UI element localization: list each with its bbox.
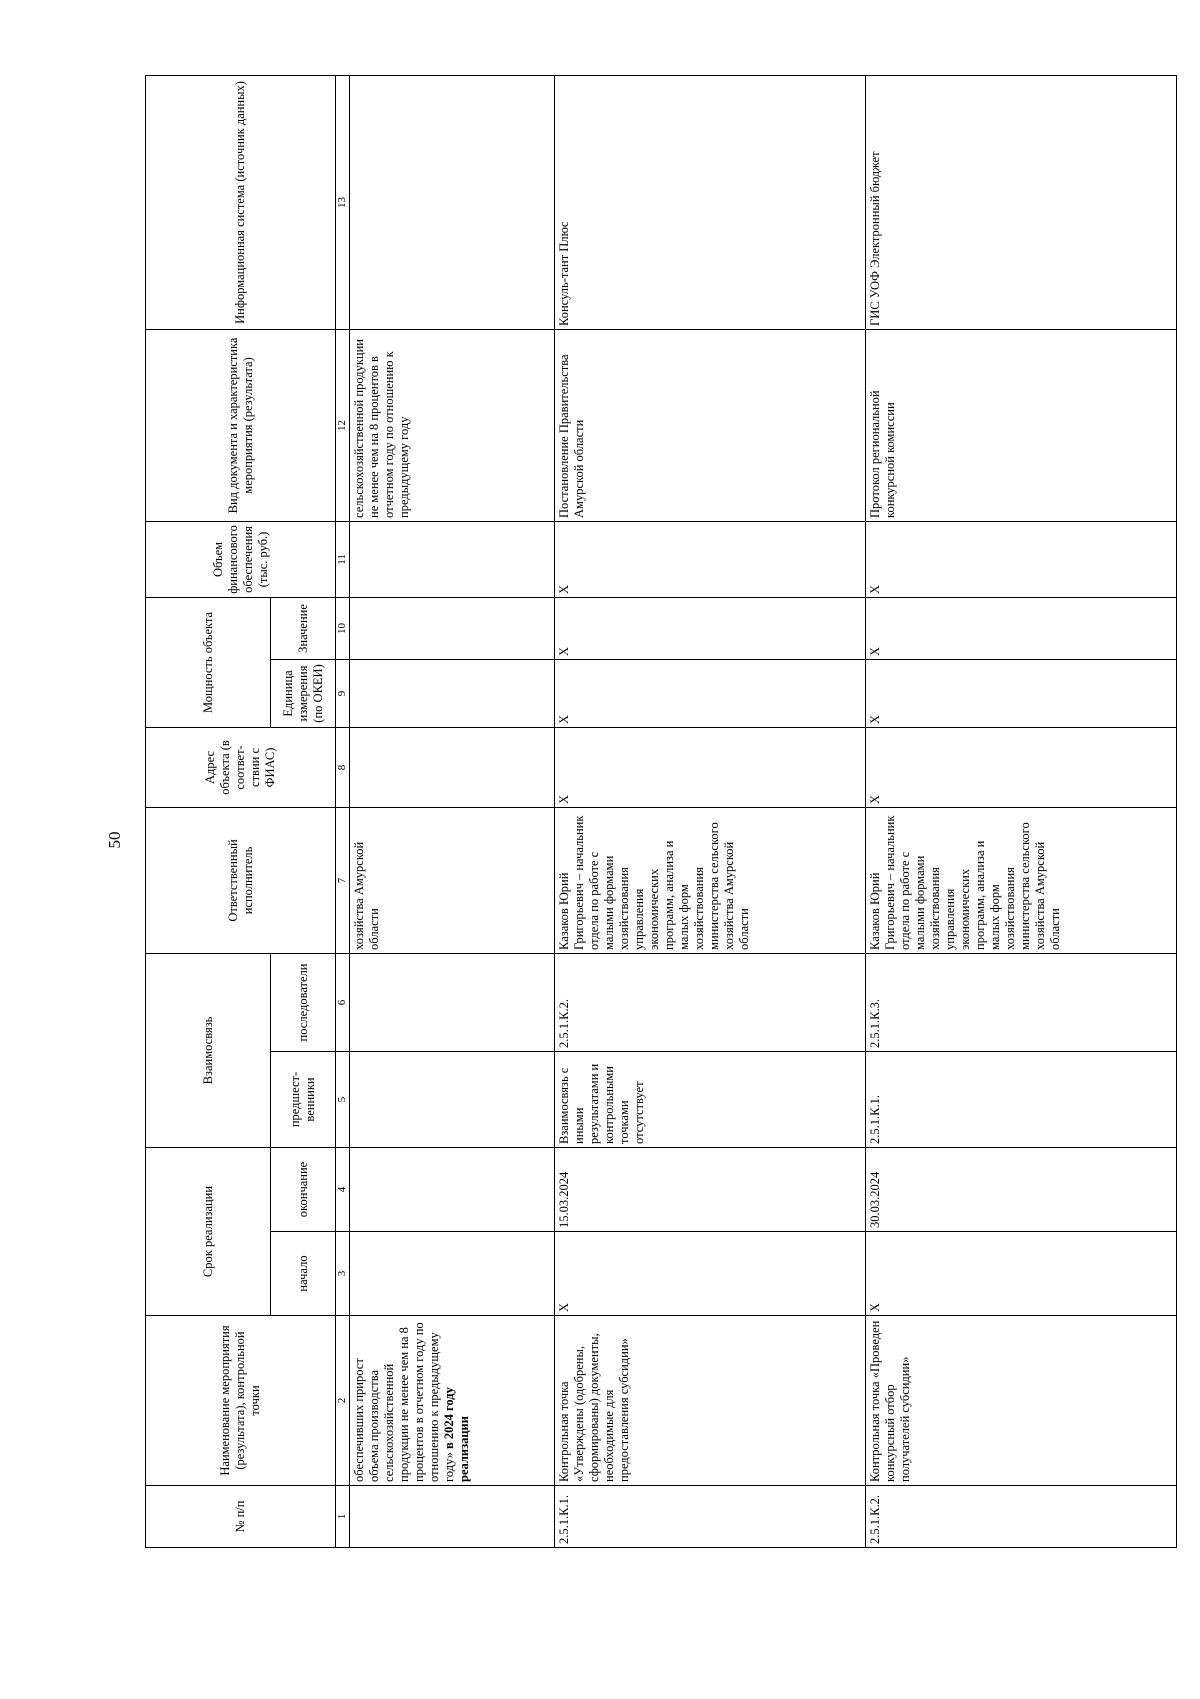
cell-unit (350, 659, 555, 727)
cell-responsible: Казаков Юрий Григорьевич – начальник отдела по работе с малыми формами хозяйствования управления экономических программ, анализа и малых форм хозяйствования министерства сельского хозяйства Амурской области (866, 807, 1177, 953)
header-num: № п/п (146, 1486, 336, 1548)
cell-pred (350, 1051, 555, 1147)
cell-unit: Х (555, 659, 866, 727)
plan-table (145, 75, 1177, 1548)
col-number: 9 (336, 659, 350, 727)
cell-infosys (350, 75, 555, 329)
header-finance: Объем финансового обеспечения (тыс. руб.) (146, 521, 336, 597)
col-number: 11 (336, 521, 350, 597)
cell-value: Х (866, 597, 1177, 659)
cell-name-text: Контрольная точка «Проведен конкурсный отбор получателей субсидии» (868, 1320, 913, 1482)
page-number: 50 (105, 831, 124, 849)
cell-doc: Протокол региональной конкурсной комиссии (866, 329, 1177, 521)
cell-infosys: Консуль-тант Плюс (555, 75, 866, 329)
cell-unit: Х (866, 659, 1177, 727)
cell-responsible: Казаков Юрий Григорьевич – начальник отдела по работе с малыми формами хозяйствования управления экономических программ, анализа и малых форм хозяйствования министерства сельского хозяйства Амурской области (555, 807, 866, 953)
cell-doc: сельскохозяйственной продукции не менее чем на 8 процентов в отчетном году по отношению к предыдущему году (350, 329, 555, 521)
cell-infosys: ГИС УОФ Электронный бюджет (866, 75, 1177, 329)
cell-name-text: Контрольная точка «Утверждены (одобрены, сформированы) документы, необходимые для предоставления субсидии» (557, 1333, 632, 1482)
cell-succ: 2.5.1.К.3. (866, 953, 1177, 1051)
cell-responsible: хозяйства Амурской области (350, 807, 555, 953)
col-number: 4 (336, 1147, 350, 1231)
cell-succ (350, 953, 555, 1051)
header-term-start: начало (271, 1232, 336, 1316)
cell-num (350, 1486, 555, 1548)
header-cap-unit: Единица измерения (по ОКЕИ) (271, 659, 336, 727)
cell-finance: Х (866, 521, 1177, 597)
header-infosys: Информационная система (источник данных) (146, 75, 336, 329)
cell-name (866, 1316, 1177, 1486)
cell-finance (350, 521, 555, 597)
header-name: Наименование мероприятия (результата), контрольной точки (146, 1316, 336, 1486)
cell-name-text: обеспечивших прирост объема производства сельскохозяйственной продукции не менее чем на 8 процентов в отчетном году по отношению к предыдущему году» (352, 1322, 457, 1482)
col-number: 8 (336, 727, 350, 807)
header-address: Адрес объекта (в соответ-ствии с ФИАС) (146, 727, 336, 807)
cell-num: 2.5.1.К.2. (866, 1486, 1177, 1548)
cell-address: Х (866, 727, 1177, 807)
header-link-succ: последователи (271, 953, 336, 1051)
col-number: 7 (336, 807, 350, 953)
cell-name (555, 1316, 866, 1486)
col-number: 10 (336, 597, 350, 659)
col-number: 3 (336, 1232, 350, 1316)
cell-doc: Постановление Правительства Амурской области (555, 329, 866, 521)
header-term: Срок реализации (146, 1147, 271, 1315)
header-doc: Вид документа и характеристика мероприятия (результата) (146, 329, 336, 521)
cell-start: Х (866, 1232, 1177, 1316)
cell-value (350, 597, 555, 659)
col-number: 2 (336, 1316, 350, 1486)
cell-start (350, 1232, 555, 1316)
cell-value: Х (555, 597, 866, 659)
column-numbers-row (336, 75, 350, 1547)
cell-num: 2.5.1.К.1. (555, 1486, 866, 1548)
col-number: 6 (336, 953, 350, 1051)
header-link-pred: предшест-венники (271, 1051, 336, 1147)
rotated-table-container (145, 76, 1107, 1548)
header-capacity: Мощность объекта (146, 597, 271, 727)
header-responsible: Ответственный исполнитель (146, 807, 336, 953)
cell-pred: 2.5.1.К.1. (866, 1051, 1177, 1147)
col-number: 12 (336, 329, 350, 521)
header-term-end: окончание (271, 1147, 336, 1231)
cell-succ: 2.5.1.К.2. (555, 953, 866, 1051)
table-row (350, 75, 555, 1547)
cell-name-bold: в 2024 году реализации (442, 1387, 472, 1482)
header-link: Взаимосвязь (146, 953, 271, 1147)
col-number: 5 (336, 1051, 350, 1147)
header-cap-value: Значение (271, 597, 336, 659)
cell-pred: Взаимосвязь с иными результатами и контрольными точками отсутствует (555, 1051, 866, 1147)
cell-end (350, 1147, 555, 1231)
cell-end: 30.03.2024 (866, 1147, 1177, 1231)
cell-address: Х (555, 727, 866, 807)
cell-name (350, 1316, 555, 1486)
table-row (866, 75, 1177, 1547)
cell-start: Х (555, 1232, 866, 1316)
table-row (555, 75, 866, 1547)
col-number: 1 (336, 1486, 350, 1548)
cell-end: 15.03.2024 (555, 1147, 866, 1231)
cell-finance: Х (555, 521, 866, 597)
cell-address (350, 727, 555, 807)
col-number: 13 (336, 75, 350, 329)
